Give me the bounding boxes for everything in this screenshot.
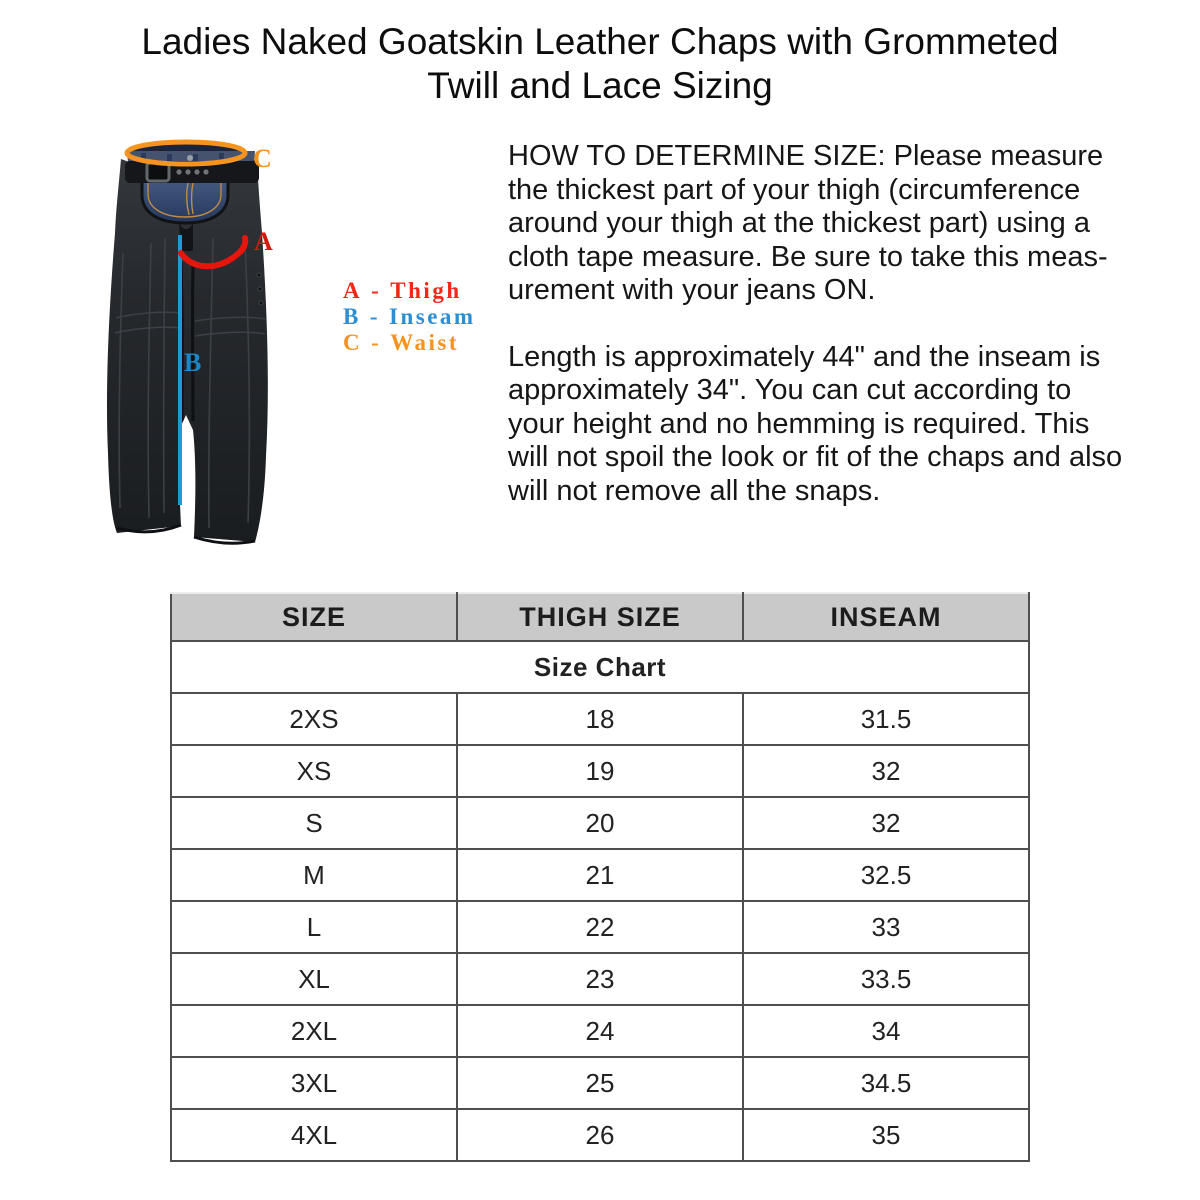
- table-row: [171, 1057, 1029, 1109]
- page-title: [0, 20, 1200, 108]
- size-chart-title-row: [171, 641, 1029, 693]
- size-chart-header-row: [171, 593, 1029, 641]
- figure-legend: [343, 278, 476, 356]
- instructions: [508, 140, 1122, 508]
- size-chart-body: [171, 693, 1029, 1161]
- table-cell: 3XL: [171, 1057, 457, 1109]
- table-cell: 20: [457, 797, 743, 849]
- table-cell: 21: [457, 849, 743, 901]
- text-line: will not remove all the snaps.: [508, 474, 881, 507]
- text-line: cloth tape measure. Be sure to take this meas-: [508, 240, 1108, 273]
- table-cell: 19: [457, 745, 743, 797]
- table-cell: 2XL: [171, 1005, 457, 1057]
- legend-row: [343, 278, 476, 304]
- table-cell: M: [171, 849, 457, 901]
- table-cell: 33: [743, 901, 1029, 953]
- text-line: the thickest part of your thigh (circumference: [508, 173, 1081, 206]
- jeans-button: [187, 155, 193, 161]
- table-cell: 22: [457, 901, 743, 953]
- legend-row: [343, 330, 476, 356]
- text-line: around your thigh at the thickest part) using a: [508, 207, 1090, 239]
- waist-label: C: [253, 144, 272, 173]
- how-to-paragraph: [508, 140, 1122, 308]
- text-line: HOW TO DETERMINE SIZE: Please measure: [508, 140, 1104, 172]
- legend-dash: -: [371, 278, 382, 303]
- thigh-label: A: [254, 227, 273, 256]
- text-line: will not spoil the look or fit of the chaps and also: [508, 441, 1123, 473]
- table-row: [171, 1109, 1029, 1161]
- length-paragraph: [508, 341, 1122, 509]
- text-line: urement with your jeans ON.: [508, 274, 876, 306]
- legend-dash: -: [369, 304, 381, 329]
- table-row: [171, 1005, 1029, 1057]
- page-title-line-2: Twill and Lace Sizing: [427, 65, 773, 106]
- table-cell: 32.5: [743, 849, 1029, 901]
- chaps-illustration: [95, 123, 315, 555]
- column-header: THIGH SIZE: [457, 593, 743, 641]
- table-cell: 34: [743, 1005, 1029, 1057]
- table-cell: XL: [171, 953, 457, 1005]
- table-row: [171, 953, 1029, 1005]
- legend-dash: -: [371, 330, 382, 355]
- table-row: [171, 849, 1029, 901]
- table-cell: 18: [457, 693, 743, 745]
- table-cell: S: [171, 797, 457, 849]
- table-cell: 31.5: [743, 693, 1029, 745]
- table-cell: 34.5: [743, 1057, 1029, 1109]
- size-chart-table: [170, 592, 1030, 1162]
- table-cell: 35: [743, 1109, 1029, 1161]
- legend-key: C: [343, 330, 363, 355]
- table-cell: L: [171, 901, 457, 953]
- table-cell: 32: [743, 745, 1029, 797]
- legend-row: [343, 304, 476, 330]
- legend-key: B: [343, 304, 361, 329]
- table-cell: 26: [457, 1109, 743, 1161]
- table-row: [171, 901, 1029, 953]
- table-row: [171, 797, 1029, 849]
- size-chart-title: Size Chart: [171, 641, 1029, 693]
- page-title-line-1: Ladies Naked Goatskin Leather Chaps with Grommeted: [141, 21, 1059, 62]
- table-row: [171, 693, 1029, 745]
- legend-label: Inseam: [389, 304, 476, 329]
- table-row: [171, 745, 1029, 797]
- table-cell: 23: [457, 953, 743, 1005]
- text-line: Length is approximately 44" and the inseam is: [508, 340, 1101, 373]
- table-cell: 2XS: [171, 693, 457, 745]
- inseam-label: B: [184, 348, 202, 377]
- column-header: SIZE: [171, 593, 457, 641]
- table-cell: 32: [743, 797, 1029, 849]
- table-cell: 25: [457, 1057, 743, 1109]
- legend-label: Waist: [390, 330, 460, 355]
- table-cell: XS: [171, 745, 457, 797]
- text-line: approximately 34". You can cut according to: [508, 374, 1072, 406]
- legend-key: A: [343, 278, 363, 303]
- table-cell: 33.5: [743, 953, 1029, 1005]
- table-cell: 4XL: [171, 1109, 457, 1161]
- text-line: your height and no hemming is required. This: [508, 407, 1090, 440]
- table-cell: 24: [457, 1005, 743, 1057]
- column-header: INSEAM: [743, 593, 1029, 641]
- legend-label: Thigh: [390, 278, 462, 303]
